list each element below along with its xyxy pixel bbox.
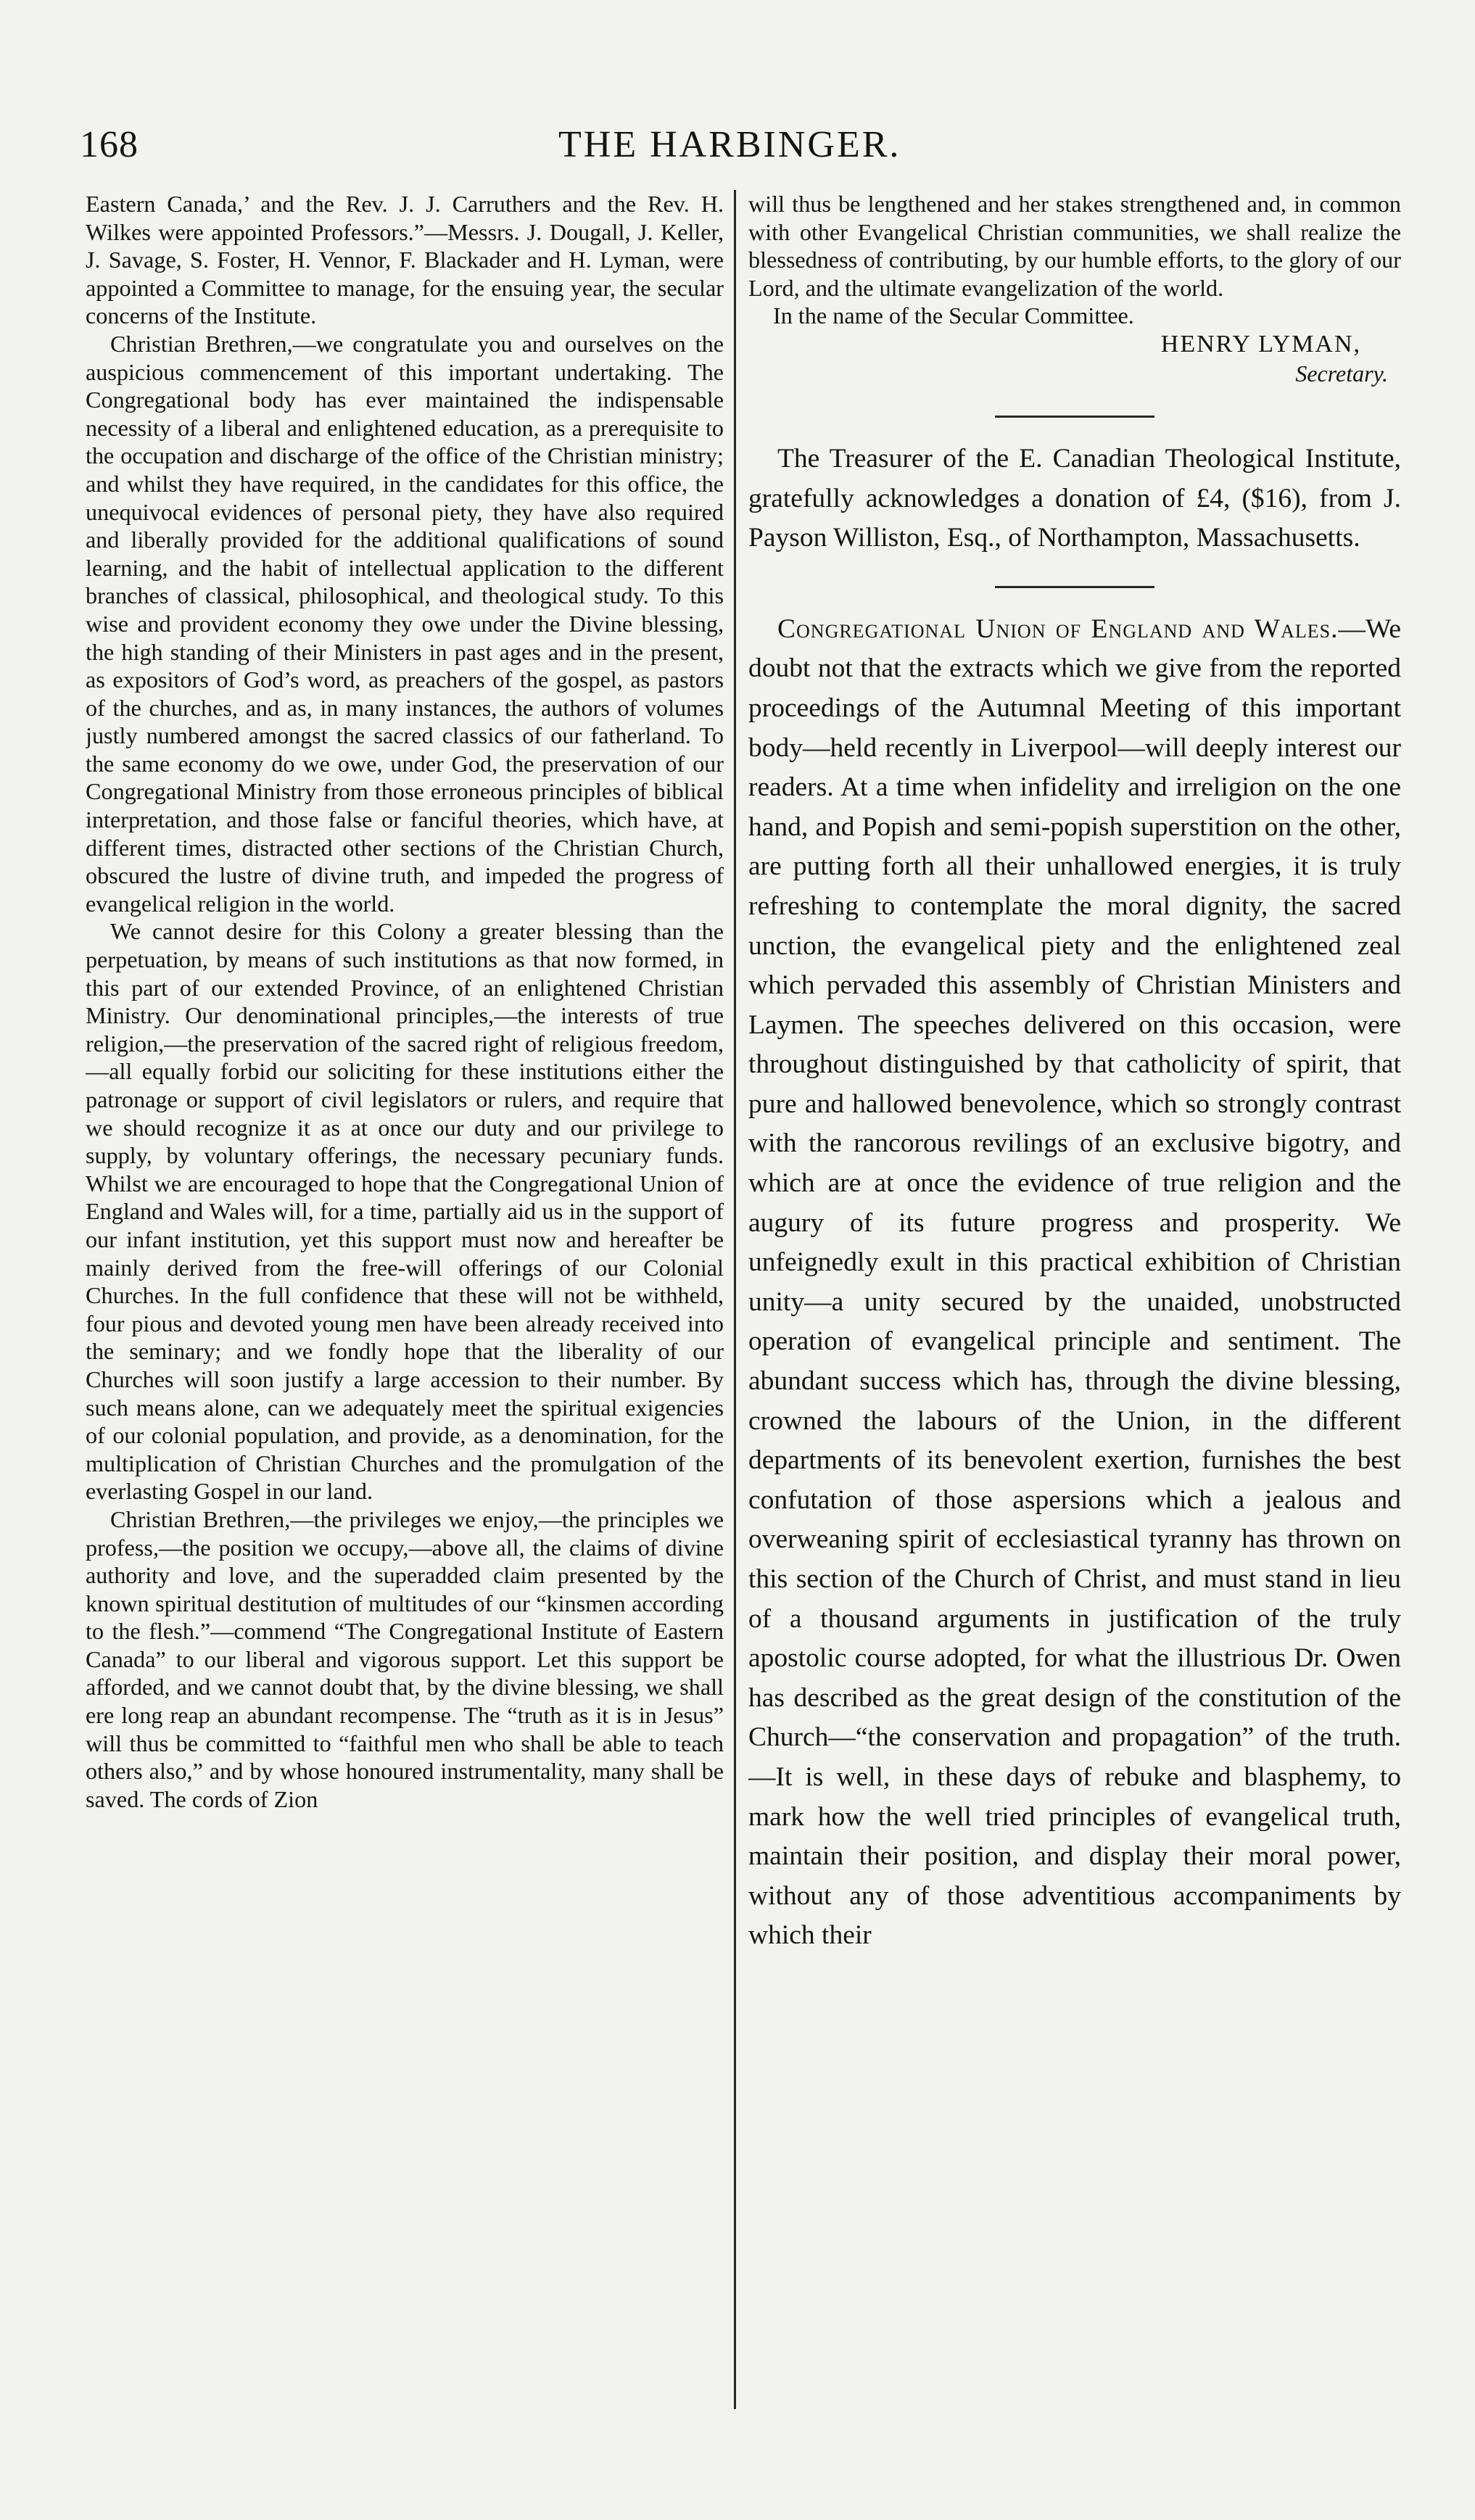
treasurer-note [748, 439, 1401, 558]
left-column [86, 190, 724, 2409]
article-body: —We doubt not that the extracts which we give from the reported proceedings of the Autumnal Meeting of this important body—held recently in Liverpool—will deeply interest our readers. At a time when infidelity and irreligion on the one hand, and Popish and semi-popish superstition on the other, are putting forth all their unhallowed energies, it is truly refreshing to contemplate the moral dignity, the sacred unction, the evangelical piety and the enlightened zeal which pervaded this assembly of Christian Ministers and Laymen. The speeches delivered on this occasion, were throughout distinguished by that catholicity of spirit, that pure and hallowed benevolence, which so strongly contrast with the rancorous revilings of an exclusive bigotry, and which are at once the evidence of true religion and the augury of its future progress and prosperity. We unfeignedly exult in this practical exhibition of Christian unity—a unity secured by the unaided, unobstructed operation of evangelical principle and sentiment. The abundant success which has, through the divine blessing, crowned the labours of the Union, in the different departments of its benevolent exertion, furnishes the best confutation of those aspersions which a jealous and overweaning spirit of ecclesiastical tyranny has thrown on this section of the Church of Christ, and must stand in lieu of a thousand arguments in justification of the truly apostolic course adopted, for what the illustrious Dr. Owen has described as the great design of the constitution of the Church—“the conservation and propagation” of the truth.—It is well, in these days of rebuke and blasphemy, to mark how the well tried principles of evangelical truth, maintain their position, and display their moral power, without any of those adventitious accompaniments by which their [748, 614, 1401, 1951]
paragraph: We cannot desire for this Colony a greater blessing than the perpetuation, by means of such institutions as that now formed, in this part of our extended Province, of an enlightened Christian Ministry. Our denominational principles,—the interests of true religion,—the preservation of the sacred right of religious freedom,—all equally forbid our soliciting for these institutions either the patronage or support of civil legislators or rulers, and require that we should recognize it as at once our duty and our privilege to supply, by voluntary offerings, the necessary pecuniary funds. Whilst we are encouraged to hope that the Congregational Union of England and Wales will, for a time, partially aid us in the support of our infant institution, yet this support must now and hereafter be mainly derived from the free-will offerings of our Colonial Churches. In the full confidence that these will not be withheld, four pious and devoted young men have been already received into the seminary; and we fondly hope that the liberality of our Churches will soon justify a large accession to their number. By such means alone, can we adequately meet the spiritual exigencies of our colonial population, and provide, as a denomination, for the multiplication of Christian Churches and the promulgation of the everlasting Gospel in our land. [86, 918, 724, 1505]
right-column-continuation [748, 190, 1401, 388]
section-divider [995, 416, 1154, 418]
signature-block [748, 302, 1401, 388]
signature-name: HENRY LYMAN, [1160, 330, 1361, 358]
paragraph: The Treasurer of the E. Canadian Theological Institute, gratefully acknowledges a donation of £4, ($16), from J. Payson Williston, Esq., of Northampton, Massachusetts. [748, 443, 1401, 553]
column-divider [734, 190, 736, 2409]
page-header [80, 123, 1385, 174]
article-heading: Congregational Union of England and Wales. [777, 614, 1339, 644]
left-column-text [86, 190, 724, 1813]
signature-intro: In the name of the Secular Committee. [773, 302, 1134, 329]
paragraph: Eastern Canada,’ and the Rev. J. J. Carruthers and the Rev. H. Wilkes were appointed Professors.”—Messrs. J. Dougall, J. Keller, J. Savage, S. Foster, H. Vennor, F. Blackader and H. Lyman, were appointed a Committee to manage, for the ensuing year, the secular concerns of the Institute. [86, 191, 724, 329]
running-title: THE HARBINGER. [558, 124, 901, 165]
article-paragraph [748, 610, 1401, 1956]
signature-role: Secretary. [1295, 360, 1388, 387]
section-divider [995, 586, 1154, 588]
paragraph: will thus be lengthened and her stakes strengthened and, in common with other Evangelical Christian communities, we shall realize the blessedness of contributing, by our humble efforts, to the glory of our Lord, and the ultimate evangelization of the world. [748, 191, 1401, 301]
paragraph: Christian Brethren,—the privileges we enjoy,—the principles we profess,—the position we occupy,—above all, the claims of divine authority and love, and the superadded claim presented by the known spiritual destitution of multitudes of our “kinsmen according to the flesh.”—commend “The Congregational Institute of Eastern Canada” to our liberal and vigorous support. Let this support be afforded, and we cannot doubt that, by the divine blessing, we shall ere long reap an abundant recompense. The “truth as it is in Jesus” will thus be committed to “faithful men who shall be able to teach others also,” and by whose honoured instrumentality, many shall be saved. The cords of Zion [86, 1505, 724, 1812]
paragraph: Christian Brethren,—we congratulate you and ourselves on the auspicious commencement of this important undertaking. The Congregational body has ever maintained the indispensable necessity of a liberal and enlightened education, as a prerequisite to the occupation and discharge of the office of the Christian ministry; and whilst they have required, in the candidates for this office, the unequivocal evidences of personal piety, they have also required and liberally provided for the additional qualifications of sound learning, and the habit of intellectual application to the different branches of classical, philosophical, and theological study. To this wise and provident economy they owe under the Divine blessing, the high standing of their Ministers in past ages and in the present, as expositors of God’s word, as preachers of the gospel, as pastors of the churches, and as, in many instances, the authors of volumes justly numbered amongst the sacred classics of our fatherland. To the same economy do we owe, under God, the preservation of our Congregational Ministry from those erroneous principles of biblical interpretation, and those false or fanciful theories, which have, at different times, distracted other sections of the Christian Church, obscured the lustre of divine truth, and impeded the progress of evangelical religion in the world. [86, 330, 724, 917]
page-number: 168 [80, 124, 139, 165]
union-article [748, 610, 1401, 1956]
right-column [748, 190, 1401, 2409]
